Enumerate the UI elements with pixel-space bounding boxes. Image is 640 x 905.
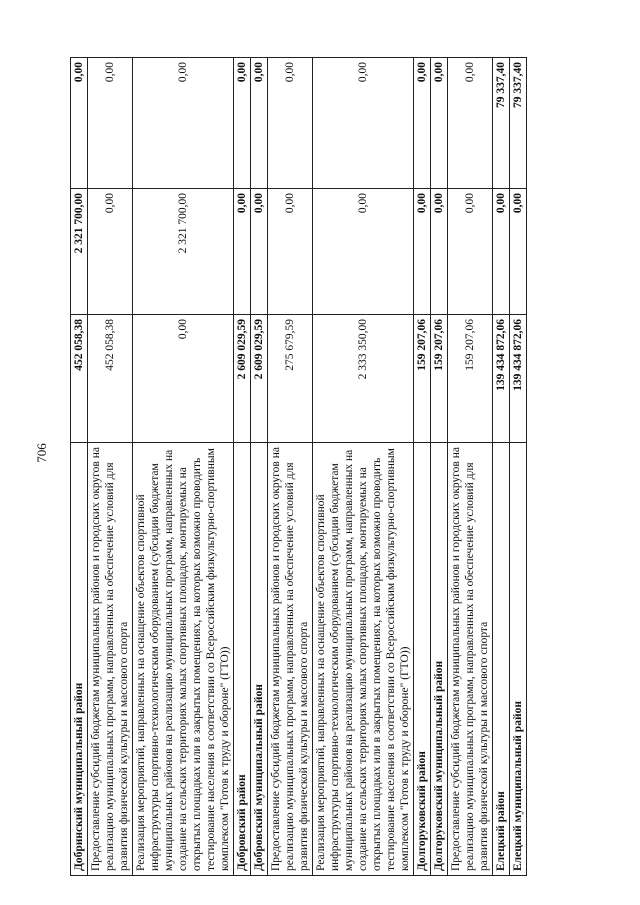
value-cell-1: 139 434 872,06 xyxy=(510,315,527,443)
table-row xyxy=(448,58,493,876)
table-row xyxy=(234,58,251,876)
value-cell-1: 159 207,06 xyxy=(431,315,448,443)
value-cell-1: 0,00 xyxy=(133,315,234,443)
row-name-cell: Добровский муниципальный район xyxy=(251,443,268,876)
page-number-text: 706 xyxy=(34,443,49,463)
row-name-cell: Елецкий муниципальный район xyxy=(510,443,527,876)
row-name-cell: Предоставление субсидий бюджетам муниципальных районов и городских округов на реализацию муниципальных программ, направленных на обеспечение условий для развития физической культуры и массового спорта xyxy=(88,443,133,876)
table-row xyxy=(431,58,448,876)
row-name-cell: Елецкий район xyxy=(493,443,510,876)
value-cell-2: 0,00 xyxy=(510,189,527,315)
value-cell-2: 0,00 xyxy=(448,189,493,315)
value-cell-1: 2 609 029,59 xyxy=(251,315,268,443)
table-row xyxy=(71,58,88,876)
row-name-cell: Долгоруковский муниципальный район xyxy=(431,443,448,876)
table-row xyxy=(251,58,268,876)
value-cell-1: 275 679,59 xyxy=(268,315,313,443)
table-row xyxy=(414,58,431,876)
value-cell-3: 0,00 xyxy=(268,58,313,189)
value-cell-2: 0,00 xyxy=(414,189,431,315)
value-cell-3: 0,00 xyxy=(71,58,88,189)
value-cell-3: 0,00 xyxy=(448,58,493,189)
value-cell-2: 2 321 700,00 xyxy=(133,189,234,315)
row-name-cell: Реализация мероприятий, направленных на оснащение объектов спортивной инфраструктуры спортивно-технологическим оборудованием (субсидии бюджетам муниципальных районов на реализацию муниципальных программ, направленных на создание на сельских территориях малых спортивных площадок, монтируемых на открытых площадках или в закрытых помещениях, на которых возможно проводить тестирование населения в соответствии со Всероссийским физкультурно-спортивным комплексом "Готов к труду и обороне" (ГТО)) xyxy=(133,443,234,876)
value-cell-3: 79 337,40 xyxy=(493,58,510,189)
table-row xyxy=(510,58,527,876)
table-row xyxy=(88,58,133,876)
value-cell-1: 2 333 350,00 xyxy=(313,315,414,443)
value-cell-1: 452 058,38 xyxy=(71,315,88,443)
value-cell-2: 2 321 700,00 xyxy=(71,189,88,315)
row-name-cell: Добровский район xyxy=(234,443,251,876)
value-cell-2: 0,00 xyxy=(251,189,268,315)
budget-table xyxy=(70,57,527,876)
row-name-cell: Добринский муниципальный район xyxy=(71,443,88,876)
value-cell-1: 159 207,06 xyxy=(414,315,431,443)
value-cell-3: 79 337,40 xyxy=(510,58,527,189)
row-name-cell: Предоставление субсидий бюджетам муниципальных районов и городских округов на реализацию муниципальных программ, направленных на обеспечение условий для развития физической культуры и массового спорта xyxy=(448,443,493,876)
value-cell-1: 139 434 872,06 xyxy=(493,315,510,443)
value-cell-3: 0,00 xyxy=(431,58,448,189)
value-cell-3: 0,00 xyxy=(414,58,431,189)
table-row xyxy=(268,58,313,876)
value-cell-3: 0,00 xyxy=(88,58,133,189)
table-row xyxy=(493,58,510,876)
value-cell-2: 0,00 xyxy=(493,189,510,315)
value-cell-1: 2 609 029,59 xyxy=(234,315,251,443)
row-name-cell: Реализация мероприятий, направленных на оснащение объектов спортивной инфраструктуры спортивно-технологическим оборудованием (субсидии бюджетам муниципальных районов на реализацию муниципальных программ, направленных на создание на сельских территориях малых спортивных площадок, монтируемых на открытых площадках или в закрытых помещениях, на которых возможно проводить тестирование населения в соответствии со Всероссийским физкультурно-спортивным комплексом "Готов к труду и обороне" (ГТО)) xyxy=(313,443,414,876)
value-cell-1: 452 058,38 xyxy=(88,315,133,443)
value-cell-3: 0,00 xyxy=(313,58,414,189)
table-row xyxy=(313,58,414,876)
value-cell-3: 0,00 xyxy=(251,58,268,189)
value-cell-2: 0,00 xyxy=(234,189,251,315)
value-cell-3: 0,00 xyxy=(133,58,234,189)
row-name-cell: Предоставление субсидий бюджетам муниципальных районов и городских округов на реализацию муниципальных программ, направленных на обеспечение условий для развития физической культуры и массового спорта xyxy=(268,443,313,876)
rotated-page-content xyxy=(70,58,527,876)
value-cell-2: 0,00 xyxy=(431,189,448,315)
table-row xyxy=(133,58,234,876)
value-cell-2: 0,00 xyxy=(268,189,313,315)
value-cell-1: 159 207,06 xyxy=(448,315,493,443)
value-cell-2: 0,00 xyxy=(88,189,133,315)
row-name-cell: Долгоруковский район xyxy=(414,443,431,876)
value-cell-2: 0,00 xyxy=(313,189,414,315)
value-cell-3: 0,00 xyxy=(234,58,251,189)
